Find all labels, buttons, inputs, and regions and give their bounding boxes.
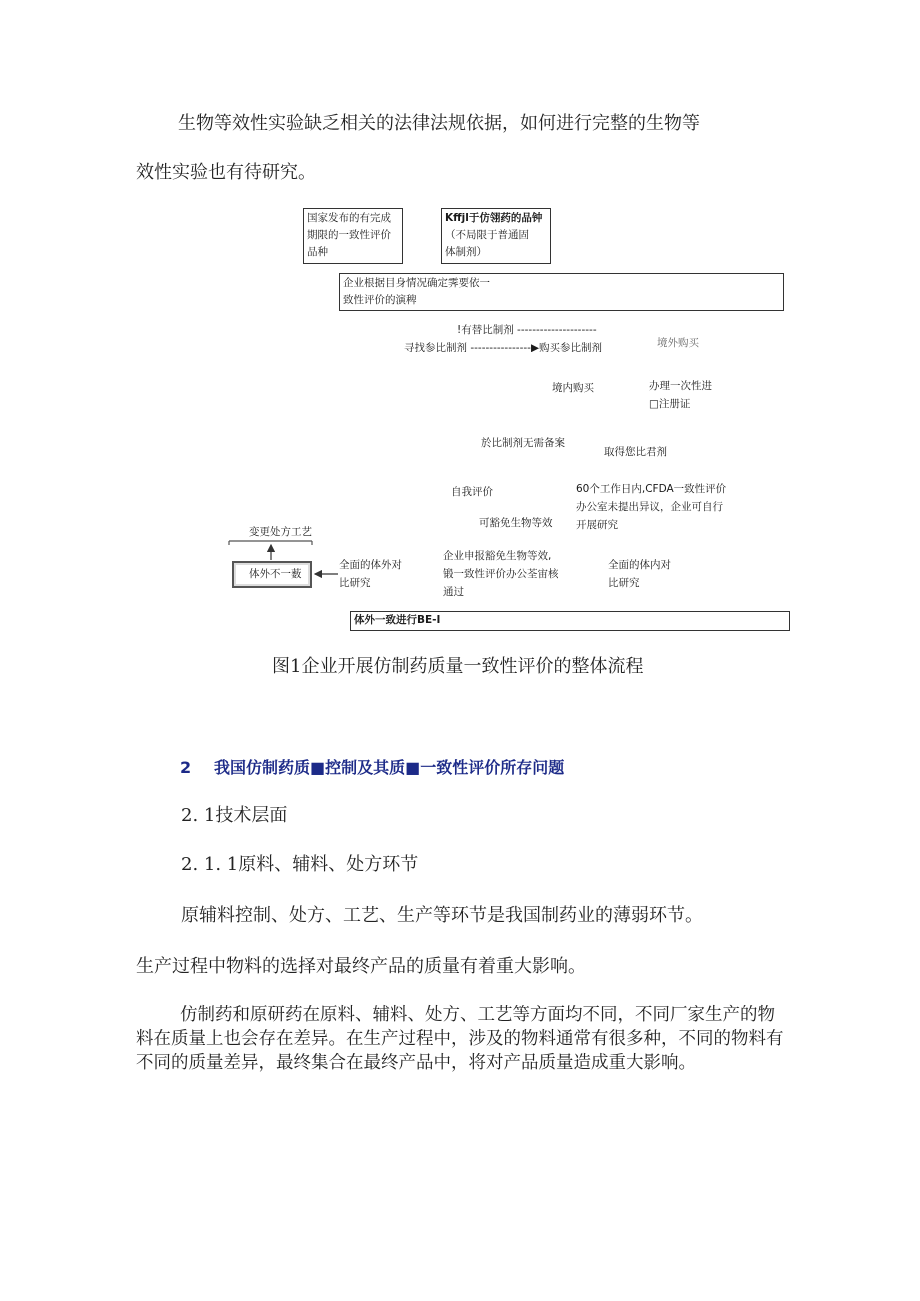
sixty-days-line-3: 开展研究: [576, 519, 618, 531]
box-national-line-1: 国家发布的有完成: [307, 212, 391, 224]
box-generic-line-3: 体制剂）: [445, 246, 487, 258]
domestic-buy-label: 境内购买: [552, 382, 594, 394]
full-invivo-line-2: 比研究: [608, 577, 640, 589]
section-number: 2: [180, 758, 192, 777]
box-generic-line-2: （不局限于普通固: [445, 229, 529, 241]
figure-caption: 图1企业开展仿制药质量一致性评价的整体流程: [272, 656, 644, 677]
exempt-possible-label: 可豁免生物等效: [479, 517, 553, 529]
full-invitro-line-2: 比研究: [339, 577, 371, 589]
para2: 仿制药和原研药在原料、辅料、处方、工艺等方面均不同，不同厂家生产的物料在质量上也会存在差异。在生产过程中，涉及的物料通常有很多种，不同的物料有不同的质量差异，最终集合在最终产品中，将对产品质量造成重大影响。: [136, 1005, 784, 1073]
one-time-import-line-1: 办理一次性进: [649, 380, 712, 392]
para1-line-1: 原辅料控制、处方、工艺、生产等环节是我国制药业的薄弱环节。: [181, 905, 703, 926]
intro-line-2: 效性实验也有待研究。: [136, 162, 316, 183]
have-reference-label: !有替比制剂 ---------------------: [457, 324, 597, 336]
sixty-days-line-2: 办公室未提出异议，企业可自行: [576, 501, 723, 513]
inconsistent-label: 体外不一薮: [249, 568, 302, 580]
box-generic-line-1: Kffjl于仿翎药的品钟: [445, 212, 543, 224]
intro-line-1: 生物等效性实验缺乏相关的法律法规依据，如何进行完整的生物等: [178, 113, 700, 134]
one-time-import-line-2: □注册证: [649, 398, 691, 410]
section-heading: [180, 757, 564, 779]
obtain-reference-label: 取得您比君剂: [604, 446, 667, 458]
change-process-label: 变更处方工艺: [249, 526, 312, 538]
sixty-days-line-1: 60个工作日内,CFDA一致性评价: [576, 483, 727, 495]
find-reference-label: 寻找参比制剂 ----------------▶购买参比制剂: [404, 342, 603, 352]
box-enterprise-line-1: 企业根据目身情况确定霁要依一: [343, 277, 490, 289]
consistent-be-label: 体外一致进行BE-I: [354, 614, 441, 626]
section-title: 我国仿制药质■控制及其质■一致性评价所存问题: [214, 758, 565, 777]
self-evaluation-label: 自我评价: [451, 486, 493, 498]
box-national-line-2: 期限的一致性评价: [307, 229, 391, 241]
apply-exempt-line-2: 锻一致性评价办公荃宙核: [443, 568, 559, 580]
bracket-line: [229, 541, 312, 545]
box-national-line-3: 品种: [307, 246, 328, 258]
para1-line-2: 生产过程中物料的选择对最终产品的质量有着重大影响。: [136, 956, 586, 977]
full-invitro-line-1: 全面的体外对: [339, 559, 402, 571]
apply-exempt-line-1: 企业申报豁免生物等效,: [443, 550, 552, 562]
box-enterprise-line-2: 致性评价的演稗: [343, 294, 417, 306]
no-filing-label: 於比制剂无需备案: [481, 437, 565, 449]
full-invivo-line-1: 全面的体内对: [608, 559, 671, 571]
abroad-buy-label: 境外购买: [657, 337, 699, 349]
subsection-2-1-1: 2. 1. 1原料、辅料、处方环节: [181, 854, 419, 875]
subsection-2-1: 2. 1技术层面: [181, 805, 288, 826]
apply-exempt-line-3: 通过: [443, 586, 464, 598]
